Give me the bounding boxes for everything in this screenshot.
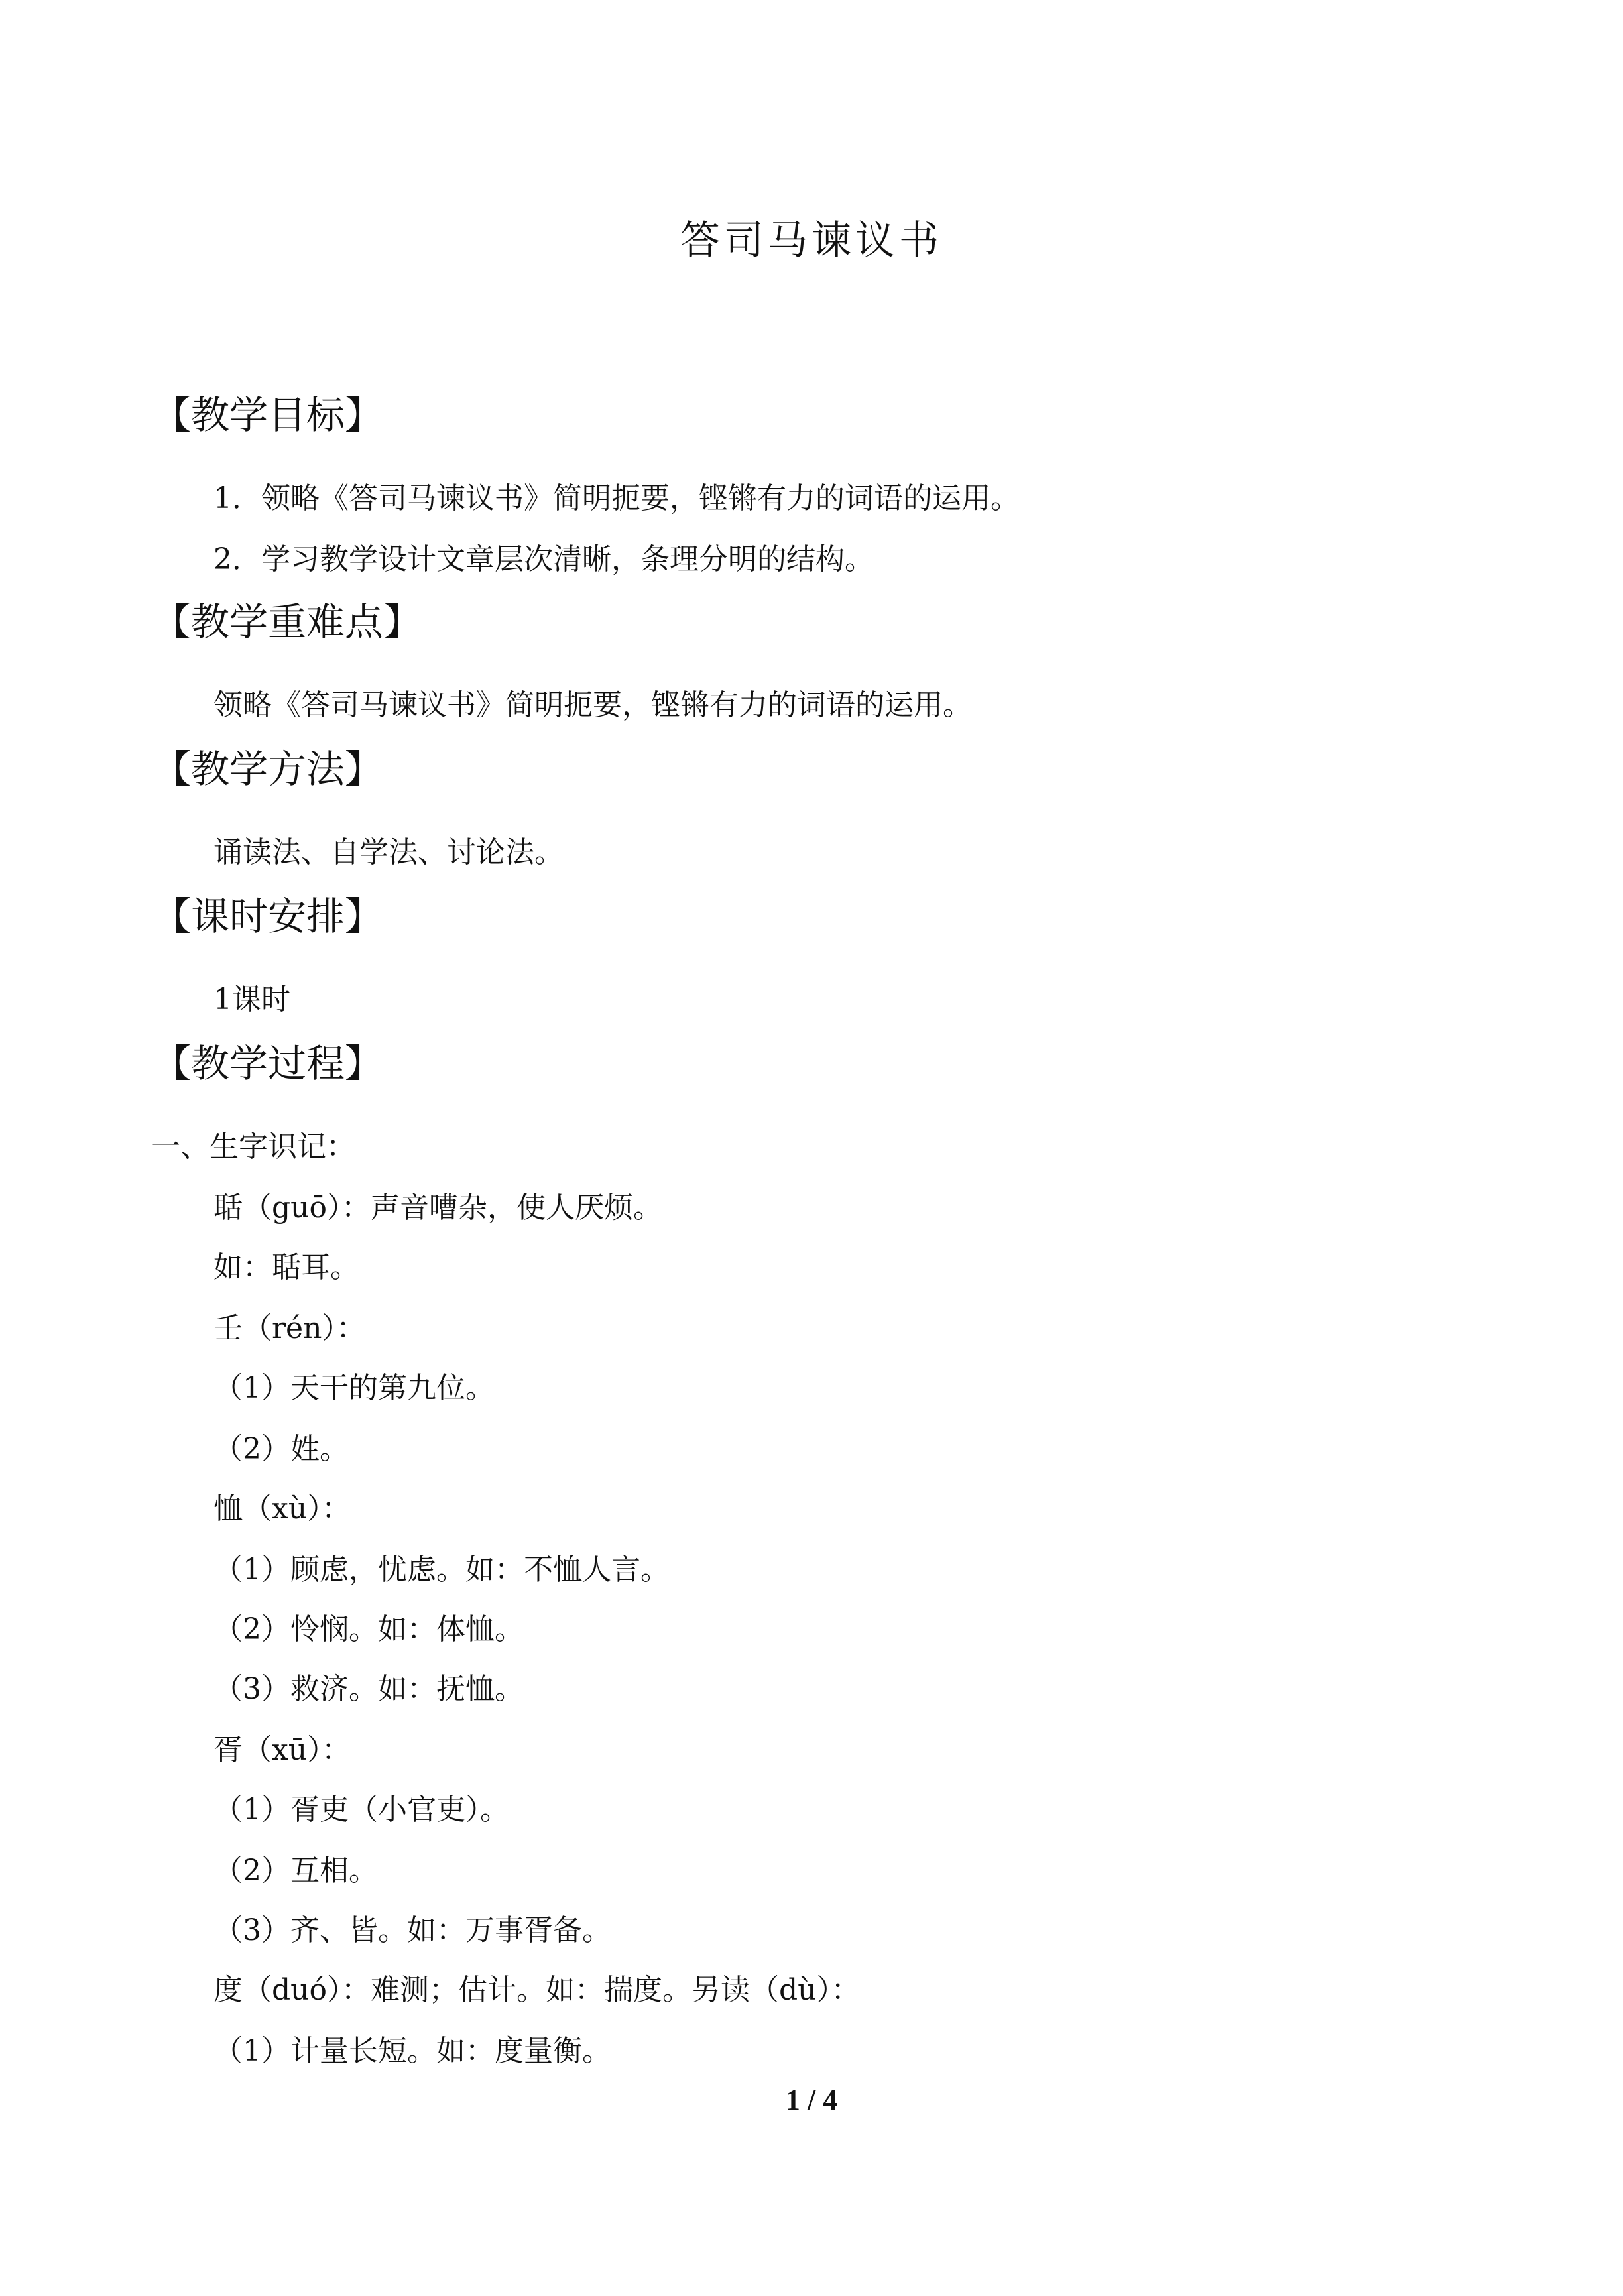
methods-text: 诵读法、自学法、讨论法。 xyxy=(213,835,564,869)
process-line: 胥（xū）： xyxy=(213,1733,351,1767)
heading-teaching-goals: 【教学目标】 xyxy=(152,393,384,438)
process-line: 恤（xù）： xyxy=(213,1492,351,1526)
process-line: 聒（guō）：声音嘈杂，使人厌烦。 xyxy=(213,1191,662,1225)
process-line: （3）齐、皆。如：万事胥备。 xyxy=(213,1913,611,1947)
page-number: 1 / 4 xyxy=(785,2084,838,2116)
process-line: （1）计量长短。如：度量衡。 xyxy=(213,2034,611,2068)
heading-teaching-process: 【教学过程】 xyxy=(152,1041,384,1086)
process-line: （2）怜悯。如：体恤。 xyxy=(213,1612,524,1646)
process-line: （2）姓。 xyxy=(213,1432,349,1466)
process-line: （2）互相。 xyxy=(213,1854,378,1888)
process-line: 度（duó）：难测；估计。如：揣度。另读（dù）： xyxy=(213,1973,861,2007)
heading-teaching-methods: 【教学方法】 xyxy=(152,747,384,792)
document-title: 答司马谏议书 xyxy=(680,217,943,264)
key-points-text: 领略《答司马谏议书》简明扼要，铿锵有力的词语的运用。 xyxy=(213,688,972,722)
schedule-text: 1课时 xyxy=(213,983,290,1016)
process-line: （1）天干的第九位。 xyxy=(213,1371,495,1405)
goal-item-2: 2．学习教学设计文章层次清晰，条理分明的结构。 xyxy=(213,542,874,576)
process-line: 如：聒耳。 xyxy=(213,1250,359,1284)
process-line: （1）胥吏（小官吏）。 xyxy=(213,1793,509,1827)
goal-item-1: 1．领略《答司马谏议书》简明扼要，铿锵有力的词语的运用。 xyxy=(213,481,1020,515)
process-line: 壬（rén）： xyxy=(213,1311,366,1345)
process-line: （1）顾虑，忧虑。如：不恤人言。 xyxy=(213,1553,670,1587)
heading-schedule: 【课时安排】 xyxy=(152,894,384,939)
process-part1-title: 一、生字识记： xyxy=(151,1130,355,1164)
process-line: （3）救济。如：抚恤。 xyxy=(213,1672,524,1706)
heading-key-points: 【教学重难点】 xyxy=(152,599,422,644)
